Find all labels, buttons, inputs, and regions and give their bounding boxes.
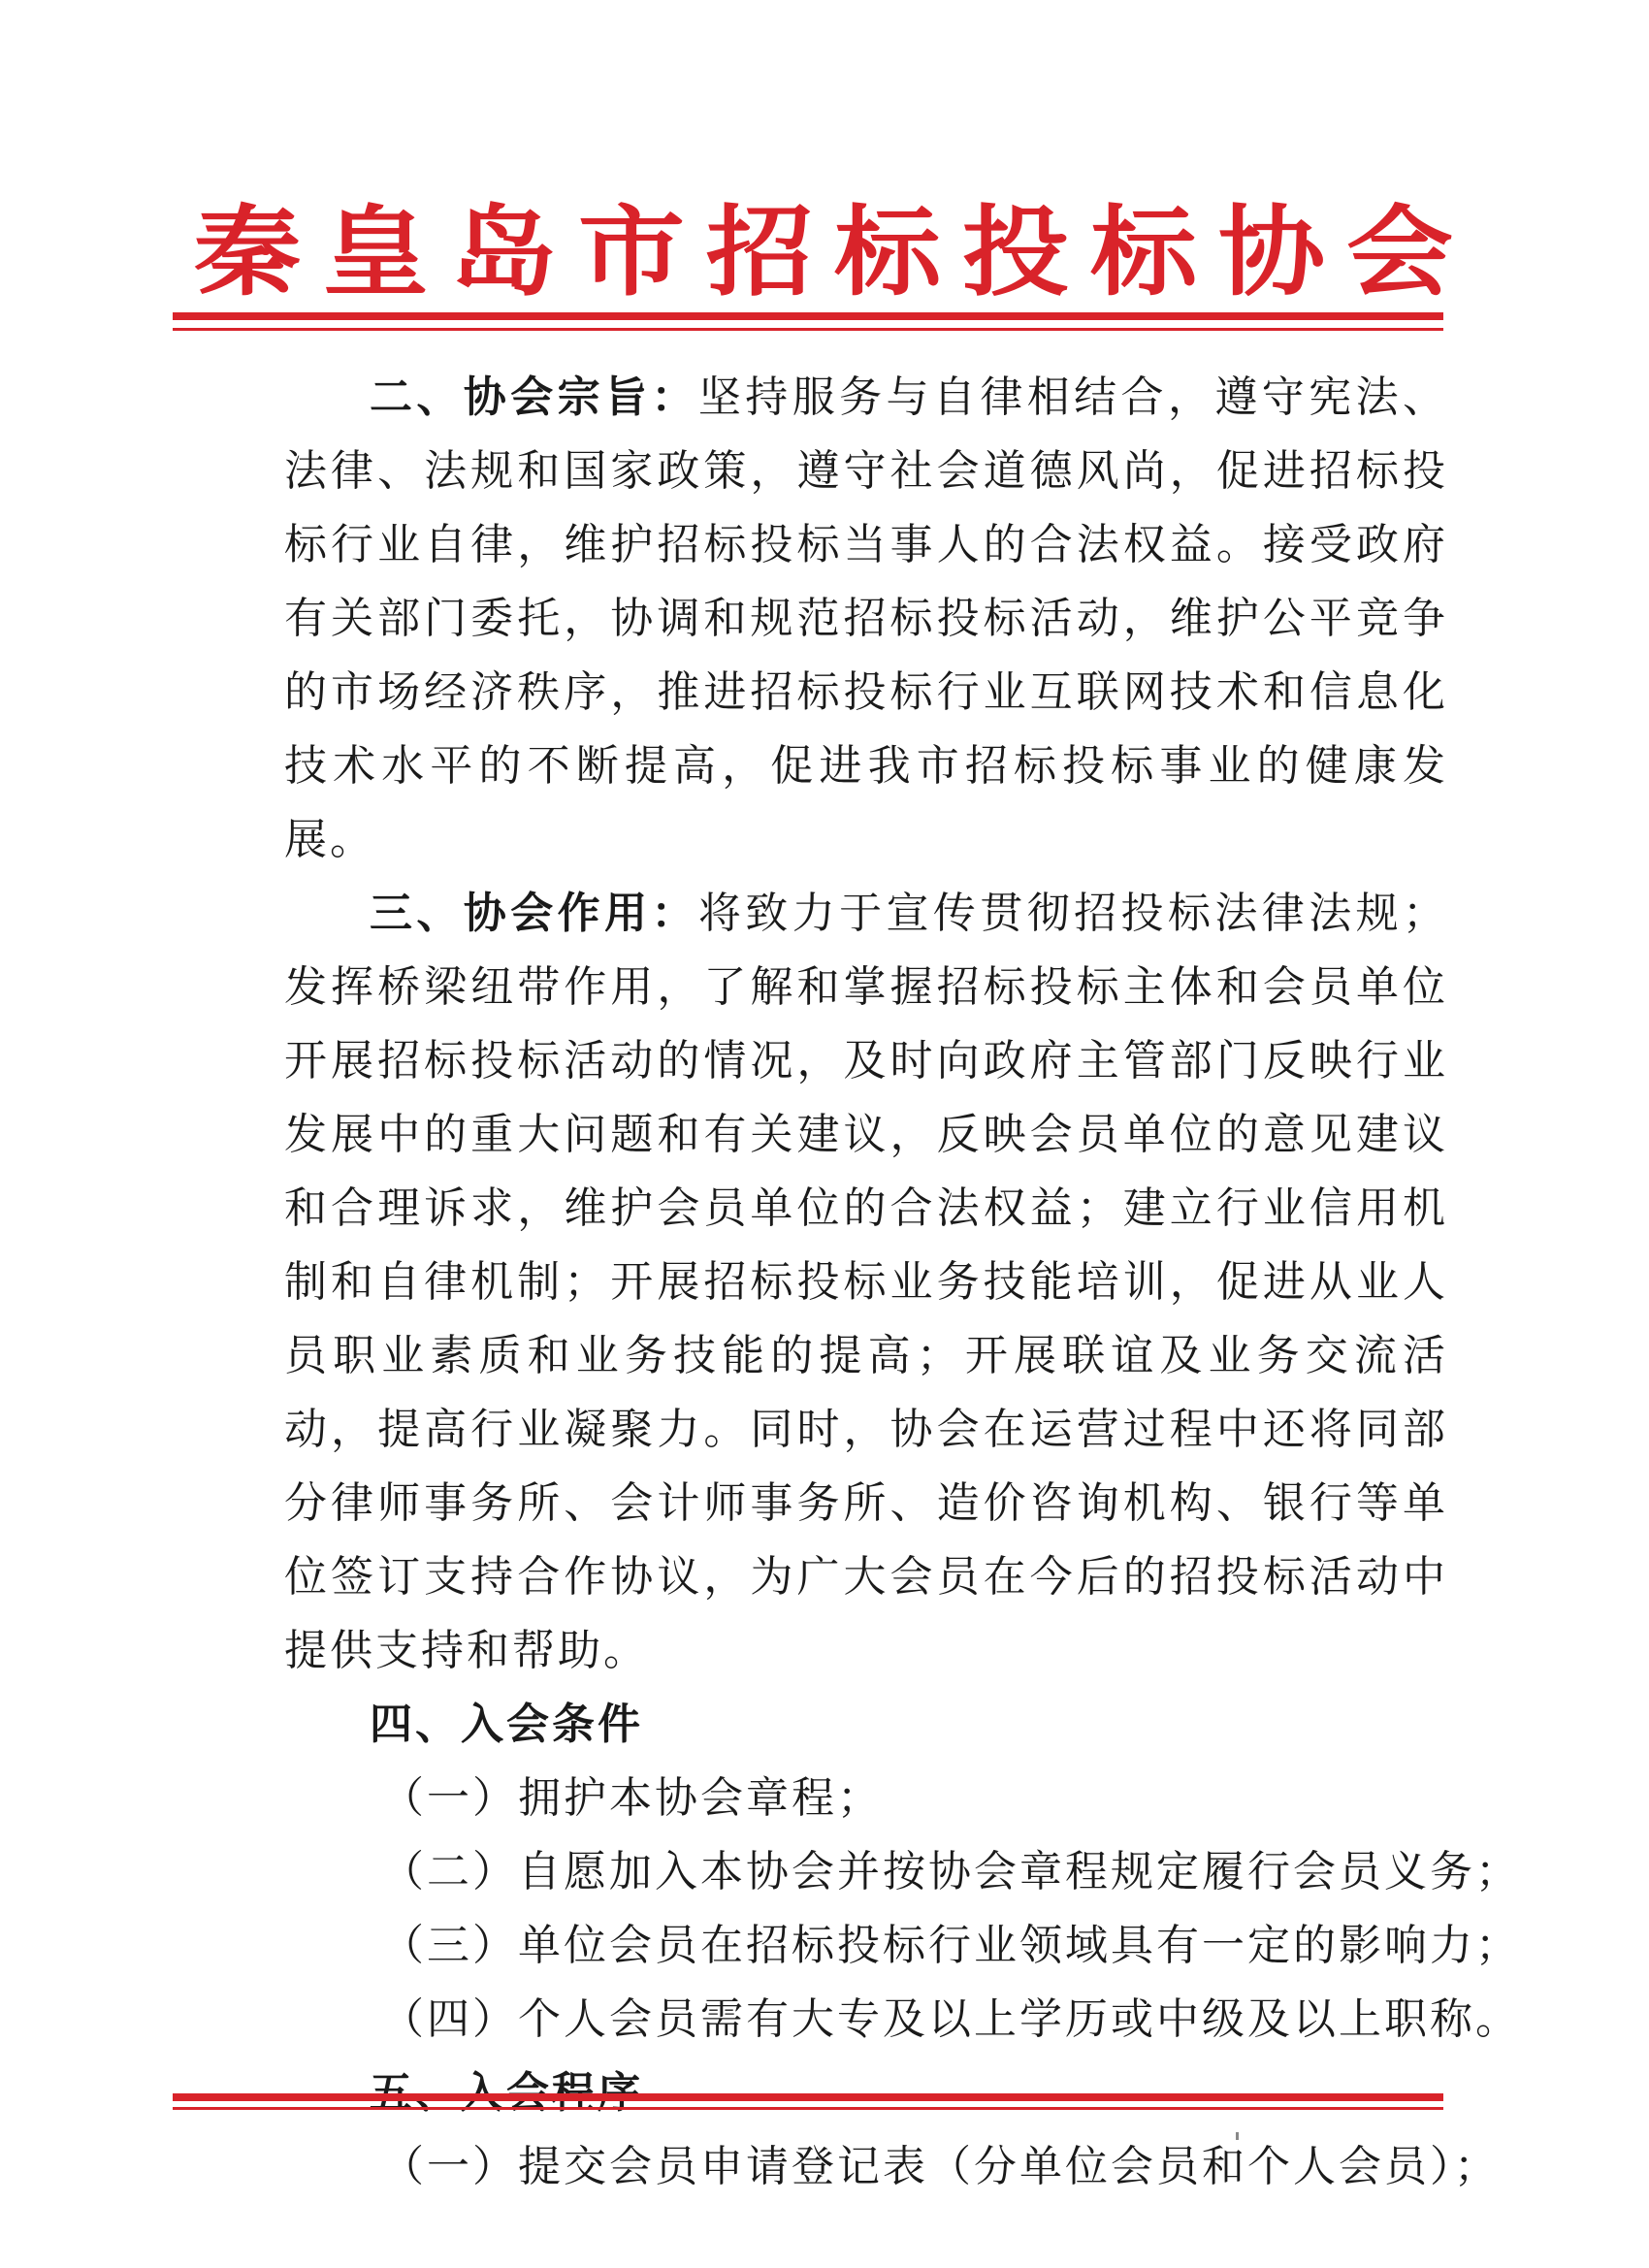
- section-purpose: [284, 361, 1448, 877]
- condition-item-2: （二）自愿加入本协会并按协会章程规定履行会员义务；: [381, 1847, 1521, 1896]
- document-body: [284, 361, 1521, 2204]
- section-role-lead: 三、协会作用：: [370, 889, 698, 938]
- scan-speck: [1236, 2132, 1239, 2140]
- footer-rule-thin: [173, 2107, 1443, 2110]
- section-role: [284, 877, 1448, 1688]
- condition-item-1: （一）拥护本协会章程；: [381, 1773, 883, 1823]
- letterhead: [0, 189, 1649, 315]
- section-purpose-text: 坚持服务与自律相结合，遵守宪法、法律、法规和国家政策，遵守社会道德风尚，促进招标投标行业自律，维护招标投标当事人的合法权益。接受政府有关部门委托，协调和规范招标投标活动，维护公平竞争的市场经济秩序，推进招标投标行业互联网技术和信息化技术水平的不断提高，促进我市招标投标事业的健康发展。: [284, 373, 1449, 864]
- section-role-text: 将致力于宣传贯彻招投标法律法规；发挥桥梁纽带作用，了解和掌握招标投标主体和会员单位开展招标投标活动的情况，及时向政府主管部门反映行业发展中的重大问题和有关建议，反映会员单位的意见建议和合理诉求，维护会员单位的合法权益；建立行业信用机制和自律机制；开展招标投标业务技能培训，促进从业人员职业素质和业务技能的提高；开展联谊及业务交流活动，提高行业凝聚力。同时，协会在运营过程中还将同部分律师事务所、会计师事务所、造价咨询机构、银行等单位签订支持合作协议，为广大会员在今后的招投标活动中提供支持和帮助。: [284, 889, 1449, 1675]
- footer-rule-thick: [173, 2093, 1443, 2101]
- letterhead-title: 秦皇岛市招标投标协会: [194, 194, 1474, 309]
- section-membership-conditions-heading: 四、入会条件: [370, 1700, 643, 1749]
- procedure-item-1: （一）提交会员申请登记表（分单位会员和个人会员）；: [381, 2142, 1500, 2191]
- condition-item-3: （三）单位会员在招标投标行业领域具有一定的影响力；: [381, 1921, 1521, 1970]
- section-purpose-lead: 二、协会宗旨：: [370, 373, 698, 422]
- condition-item-4: （四）个人会员需有大专及以上学历或中级及以上职称。: [381, 1994, 1521, 2044]
- header-rule-thin: [173, 328, 1443, 331]
- header-rule-thick: [173, 312, 1443, 320]
